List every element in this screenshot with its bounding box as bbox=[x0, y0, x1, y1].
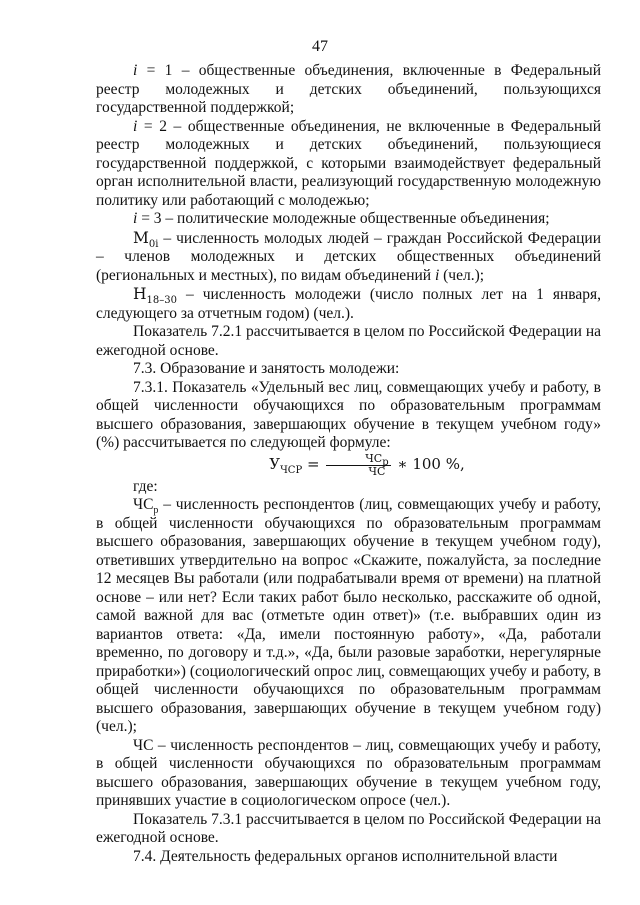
symbol-h: Н bbox=[133, 285, 147, 303]
indicator-7-3-1-description: 7.3.1. Показатель «Удельный вес лиц, совмещающих учебу и работу, в общей численности обучающихся по образовательным программам высшего образования, завершающих обучение в текущем учебном году» (%) рассчитывается по следующей формуле: bbox=[96, 378, 601, 451]
indicator-7-2-1-note: Показатель 7.2.1 рассчитывается в целом по Российской Федерации на ежегодной основе. bbox=[96, 323, 601, 359]
definition-i3: i = 3 – политические молодежные общественные объединения; bbox=[133, 210, 550, 227]
definition-m0i: $М_{0i}$ – численность молодых людей – граждан Российской Федерации – членов молодежных и детских общественных объединений (региональных и местных), по видам объединений i (чел.); bbox=[96, 228, 601, 284]
symbol-chs: ЧС bbox=[133, 496, 154, 513]
document-body bbox=[96, 62, 601, 866]
definition-h18-30: $Н_{18-30}$ – численность молодежи (число полных лет на 1 января, следующего за отчетным годом) (чел.). bbox=[96, 285, 601, 322]
definition-i1: i = 1 – общественные объединения, включенные в Федеральный реестр молодежных и детских объединений, пользующихся государственной поддержкой; bbox=[96, 62, 601, 116]
definition-i2: i = 2 – общественные объединения, не включенные в Федеральный реестр молодежных и детских объединений, пользующиеся государственной поддержкой, с которыми взаимодействует федеральный орган исполнительной власти, реализующий государственную молодежную политику или работающий с молодежью; bbox=[96, 117, 601, 209]
formula: $У_{ЧСР}$ = $\frac{ЧС_р}{ЧС}$ ∗ 100 %, bbox=[269, 451, 465, 478]
section-7-4-heading: 7.4. Деятельность федеральных органов исполнительной власти bbox=[133, 847, 558, 865]
page-number: 47 bbox=[312, 38, 328, 55]
symbol-m: М bbox=[133, 228, 149, 247]
definition-chs-r: $ЧС_р$ – численность респондентов (лиц, совмещающих учебу и работу, в общей численности обучающихся по образовательным программам высшего образования, завершающих обучение в текущем учебном году), ответивших утвердительно на вопрос «Скажите, пожалуйста, за последние 12 месяцев Вы работали (или подрабатывали время от времени) на платной основе – или нет? Если таких работ было несколько, расскажите об одной, самой важной для вас (отметьте один ответ)» (т.е. выбравших один из вариантов ответа: «Да, имели постоянную работу», «Да, работали временно, по договору и т.д.», «Да, были разовые заработки, нерегулярные приработки») (социологический опрос лиц, совмещающих учебу и работу, в общей численности обучающихся по образовательным программам высшего образования, завершающих обучение в текущем учебном году) (чел.); bbox=[96, 496, 601, 735]
where-label: где: bbox=[133, 477, 158, 495]
section-7-3-heading: 7.3. Образование и занятость молодежи: bbox=[133, 360, 400, 377]
formula-fraction: $\frac{ЧС_р}{ЧС}$ bbox=[326, 453, 390, 478]
definition-chs: ЧС – численность респондентов – лиц, совмещающих учебу и работу, в общей численности обучающихся по образовательным программам высшего образования, завершающих обучение в текущем учебном году, принявших участие в социологическом опросе (чел.). bbox=[96, 736, 601, 809]
variable-i: i bbox=[133, 210, 138, 227]
indicator-7-3-1-note: Показатель 7.3.1 рассчитывается в целом по Российской Федерации на ежегодной основе. bbox=[96, 810, 601, 846]
variable-i: i bbox=[133, 62, 138, 79]
variable-i: i bbox=[133, 117, 138, 135]
